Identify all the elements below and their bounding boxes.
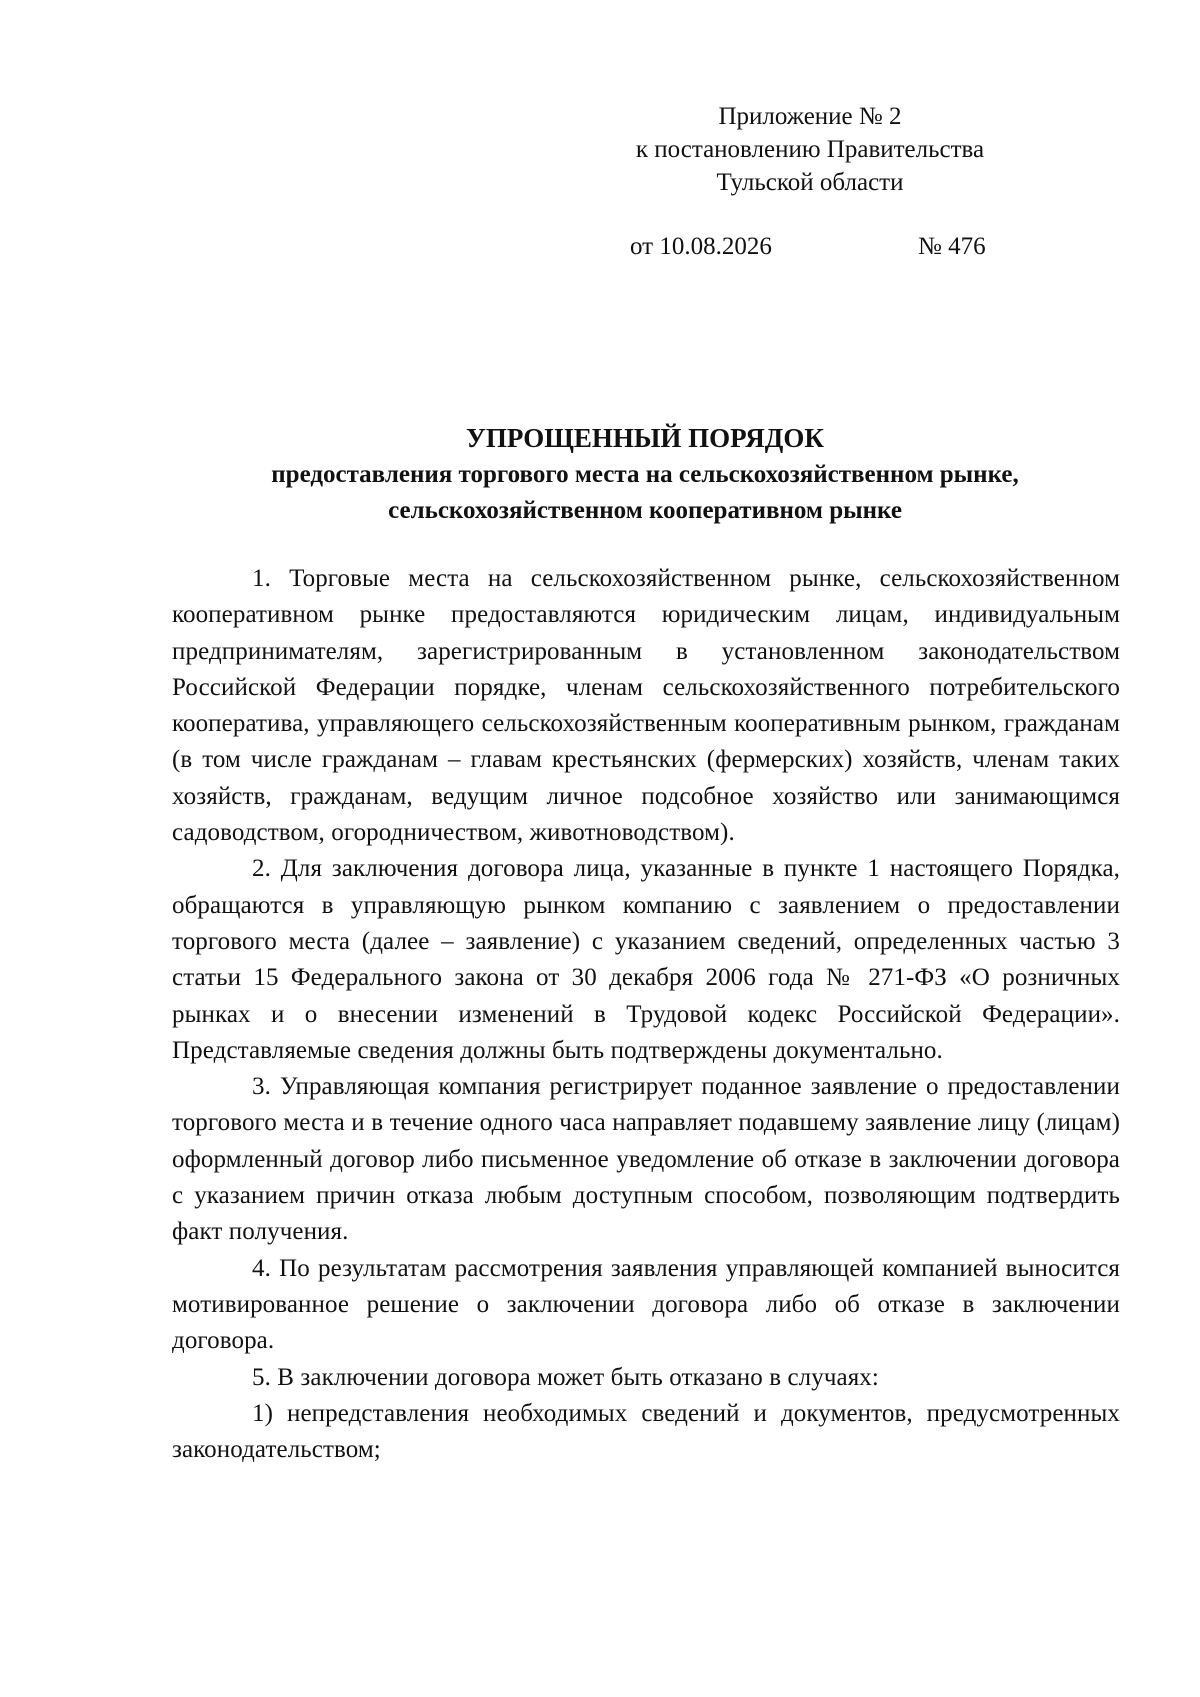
- document-subtitle-line-1: предоставления торгового места на сельскохозяйственном рынке,: [271, 461, 1019, 488]
- paragraph-4: 4. По результатам рассмотрения заявления управляющей компанией выносится мотивированное решение о заключении договора либо об отказе в заключении договора.: [172, 1254, 1120, 1355]
- paragraph-3: 3. Управляющая компания регистрирует поданное заявление о предоставлении торгового места и в течение одного часа направляет подавшему заявление лицу (лицам) оформленный договор либо письменное уведомление об отказе в заключении договора с указанием причин отказа любым доступным способом, позволяющим подтвердить факт получения.: [172, 1073, 1120, 1246]
- document-subtitle-line-2: сельскохозяйственном кооперативном рынке: [388, 497, 902, 524]
- paragraph-5: 5. В заключении договора может быть отказано в случаях:: [252, 1363, 879, 1391]
- appendix-decree-reference: к постановлению Правительства: [635, 136, 985, 163]
- decree-date: от 10.08.2026: [630, 233, 772, 260]
- paragraph-5-item-1: 1) непредставления необходимых сведений и документов, предусмотренных законодательством;: [172, 1399, 1120, 1464]
- paragraph-1: 1. Торговые места на сельскохозяйственном рынке, сельскохозяйственном кооперативном рынке предоставляются юридическим лицам, индивидуальным предпринимателям, зарегистрированным в установленном законодательством Российской Федерации порядке, членам сельскохозяйственного потребительского кооператива, управляющего сельскохозяйственным кооперативным рынком, гражданам (в том числе гражданам – главам крестьянских (фермерских) хозяйств, членам таких хозяйств, гражданам, ведущим личное подсобное хозяйство или занимающимся садоводством, огородничеством, животноводством).: [172, 565, 1120, 847]
- appendix-region: Тульской области: [716, 169, 904, 196]
- decree-number: № 476: [918, 233, 986, 260]
- appendix-header: [600, 100, 1020, 199]
- document-body: [172, 561, 1120, 1468]
- paragraph-2: 2. Для заключения договора лица, указанные в пункте 1 настоящего Порядка, обращаются в управляющую рынком компанию с заявлением о предоставлении торгового места (далее – заявление) с указанием сведений, определенных частью 3 статьи 15 Федерального закона от 30 декабря 2006 года № 271-ФЗ «О розничных рынках и о внесении изменений в Трудовой кодекс Российской Федерации». Представляемые сведения должны быть подтверждены документально.: [172, 855, 1120, 1064]
- document-title: УПРОЩЕННЫЙ ПОРЯДОК: [466, 423, 824, 453]
- appendix-number: Приложение № 2: [718, 103, 902, 130]
